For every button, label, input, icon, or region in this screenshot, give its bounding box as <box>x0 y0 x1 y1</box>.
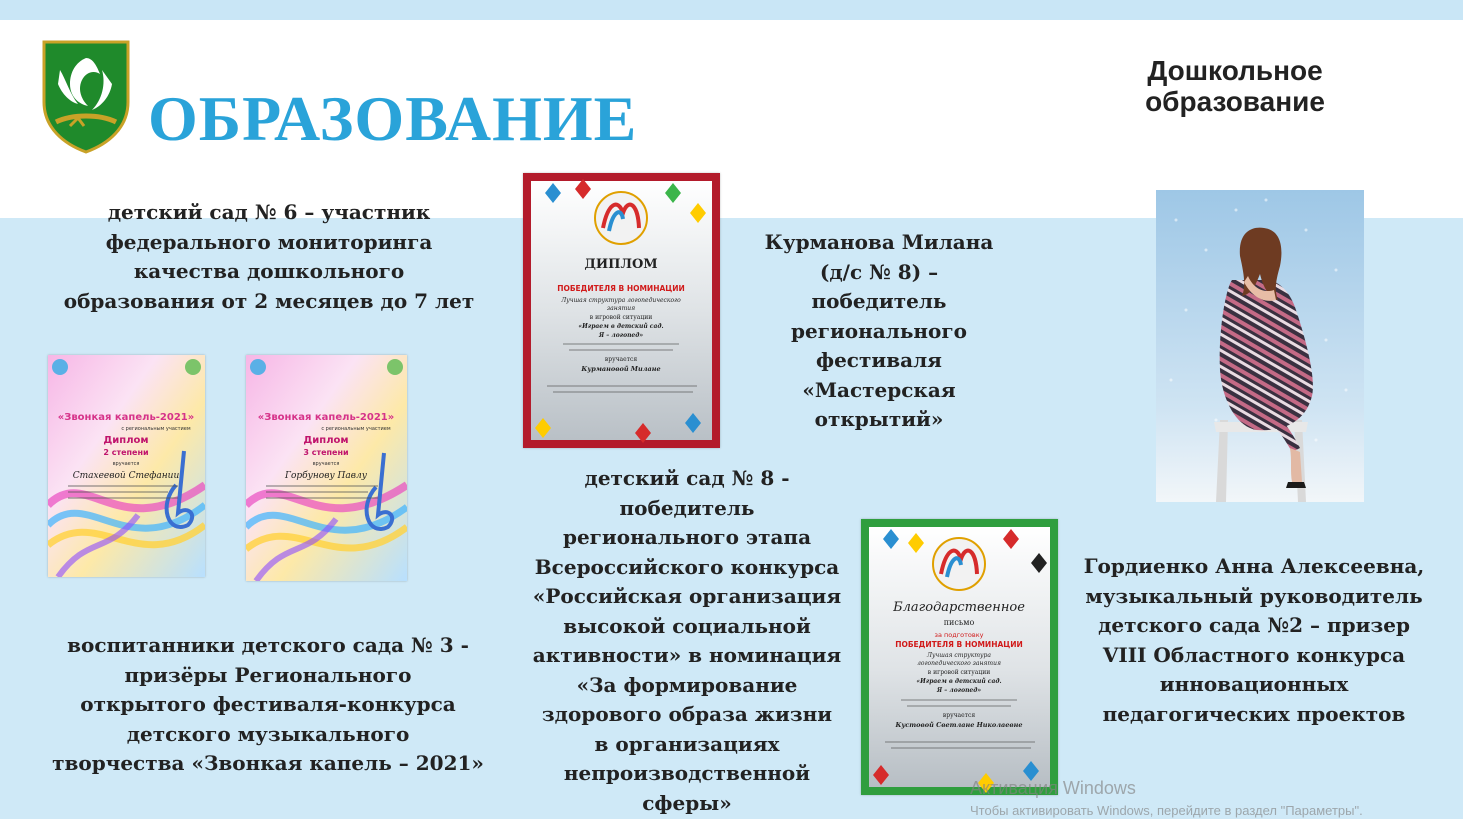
text-line: инновационных <box>1159 672 1349 696</box>
text-line: «За формирование <box>576 672 798 697</box>
gordienko-text <box>1070 552 1438 729</box>
doc-line: в игровой ситуации <box>589 314 653 321</box>
doc-line: Я – логопед» <box>936 687 982 694</box>
text-line: регионального этапа <box>562 525 812 549</box>
section-title <box>1100 55 1370 117</box>
doc-line: занятия <box>606 305 636 312</box>
doc-title: Диплом <box>103 435 149 446</box>
text-line: детский сад № 8 - <box>584 466 790 490</box>
doc-line: Лучшая структура <box>927 652 991 659</box>
text-line: Гордиенко Анна Алексеевна, <box>1083 554 1425 578</box>
doc-name: Кустовой Светлане Николаевне <box>895 721 1023 729</box>
text-line: непроизводственной <box>563 761 811 785</box>
doc-line: «Играем в детский сад. <box>578 323 664 330</box>
logoped-diploma <box>523 173 720 448</box>
doc-name: Горбунову Павлу <box>285 471 367 481</box>
kurmanova-text <box>748 228 1010 435</box>
coat-of-arms-icon <box>40 40 132 154</box>
text-line: детский сад № 6 – участник <box>107 200 431 224</box>
text-line: (д/с № 8) – <box>819 259 939 284</box>
text-line: педагогических проектов <box>1102 701 1406 726</box>
doc-nomination: ПОБЕДИТЕЛЯ В НОМИНАЦИИ <box>895 640 1023 649</box>
text-line: сферы» <box>642 790 732 815</box>
doc-awarded: вручается <box>604 356 638 363</box>
text-line: творчества «Звонкая капель – 2021» <box>52 751 484 775</box>
doc-sub: с региональным участием <box>321 426 391 432</box>
doc-line: логопедического занятия <box>917 660 1001 667</box>
doc-nomination: ПОБЕДИТЕЛЯ В НОМИНАЦИИ <box>557 284 685 293</box>
text-line: регионального <box>791 318 967 343</box>
section-title-line: Дошкольное <box>1147 55 1323 86</box>
text-line: «Мастерская <box>802 377 956 402</box>
text-line: победитель <box>811 289 947 313</box>
text-line: открытого фестиваля-конкурса <box>80 692 456 716</box>
text-line: призёры Регионального <box>124 662 412 687</box>
doc-awarded: вручается <box>942 712 976 719</box>
doc-name: Стахеевой Стефании <box>72 471 180 481</box>
text-line: в организациях <box>594 731 780 756</box>
text-line: победитель <box>619 495 755 520</box>
doc-title: Благодарственное <box>893 600 1025 615</box>
gratitude-letter <box>861 519 1058 795</box>
music-diploma-1 <box>48 355 205 577</box>
doc-degree: 2 степени <box>103 448 149 457</box>
text-line: детского сада №2 – призер <box>1098 613 1410 637</box>
text-line: музыкальный руководитель <box>1085 583 1423 608</box>
doc-line: Я – логопед» <box>598 332 644 339</box>
portrait-photo <box>1156 190 1364 502</box>
doc-awarded: вручается <box>112 461 140 467</box>
windows-activation-text: Чтобы активировать Windows, перейдите в раздел "Параметры". <box>970 803 1363 818</box>
text-line: здорового образа жизни <box>541 702 833 726</box>
text-line: качества дошкольного <box>133 259 405 283</box>
text-line: активности» в номинация <box>532 643 842 667</box>
doc-sub: с региональным участием <box>121 426 191 432</box>
doc-line: Лучшая структура логопедического <box>561 297 681 304</box>
doc-line: «Играем в детский сад. <box>916 678 1002 685</box>
kindergarten-3-text <box>48 631 488 779</box>
text-line: образования от 2 месяцев до 7 лет <box>63 288 475 313</box>
text-line: федерального мониторинга <box>105 229 433 254</box>
text-line: детского музыкального <box>126 721 410 746</box>
text-line: открытий» <box>814 407 944 431</box>
kindergarten-6-text <box>48 198 490 316</box>
doc-festival: «Звонкая капель-2021» <box>257 412 395 423</box>
windows-activation-title: Активация Windows <box>970 778 1136 798</box>
music-diploma-2 <box>246 355 407 581</box>
doc-subtitle: письмо <box>943 618 975 627</box>
section-title-line: образование <box>1145 86 1325 117</box>
text-line: «Российская организация <box>532 584 842 608</box>
text-line: фестиваля <box>816 348 942 372</box>
top-band <box>0 0 1463 20</box>
doc-title: Диплом <box>303 435 349 446</box>
text-line: высокой социальной <box>563 613 811 638</box>
text-line: воспитанники детского сада № 3 - <box>67 633 469 657</box>
doc-title: ДИПЛОМ <box>584 257 658 272</box>
text-line: Всероссийского конкурса <box>534 554 840 579</box>
page-title: ОБРАЗОВАНИЕ <box>148 83 638 154</box>
doc-festival: «Звонкая капель-2021» <box>57 412 195 423</box>
doc-line: в игровой ситуации <box>927 669 991 676</box>
text-line: Курманова Милана <box>764 230 994 254</box>
kindergarten-8-text <box>525 464 849 818</box>
text-line: VIII Областного конкурса <box>1102 642 1406 667</box>
doc-awarded: вручается <box>312 461 340 467</box>
doc-prep: за подготовку <box>934 631 984 639</box>
doc-degree: 3 степени <box>303 448 349 457</box>
doc-name: Курмановой Милане <box>581 365 661 373</box>
